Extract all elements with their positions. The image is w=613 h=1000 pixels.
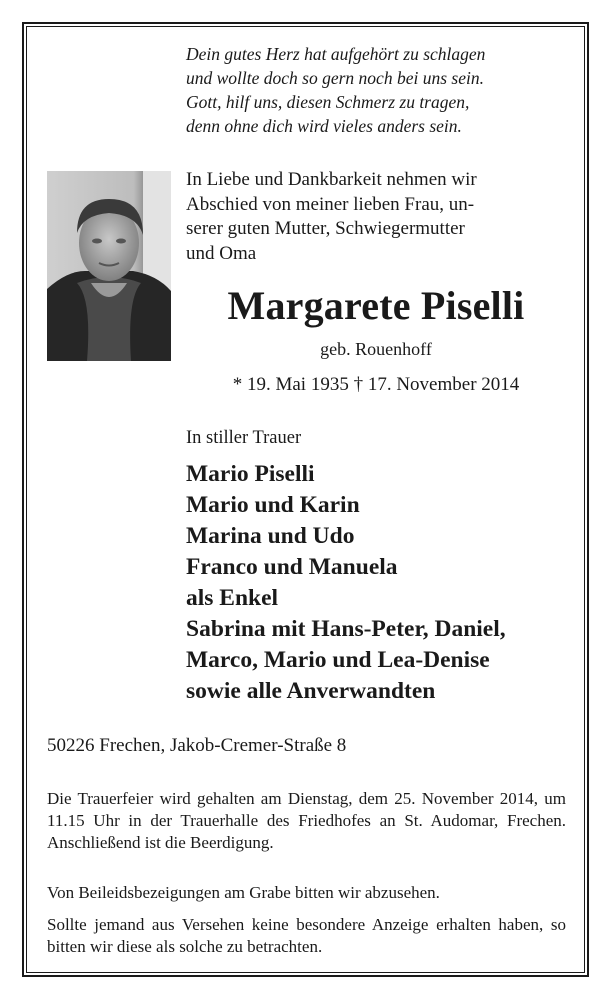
- mourner: sowie alle Anverwandten: [186, 678, 436, 704]
- mourner: als Enkel: [186, 585, 279, 611]
- intro-line: In Liebe und Dankbarkeit nehmen wir: [186, 169, 477, 190]
- mourner: Franco und Manuela: [186, 554, 398, 580]
- mourner: Sabrina mit Hans-Peter, Daniel,: [186, 616, 506, 642]
- address: 50226 Frechen, Jakob-Cremer-Straße 8: [47, 735, 347, 756]
- mourner: Marina und Udo: [186, 523, 355, 549]
- poem-line: und wollte doch so gern noch bei uns sein.: [186, 68, 484, 88]
- portrait-image: [47, 171, 171, 361]
- condolence-info: Von Beileidsbezeigungen am Grabe bitten wir abzusehen.: [47, 883, 440, 902]
- poem-line: denn ohne dich wird vieles anders sein.: [186, 116, 462, 136]
- intro-line: serer guten Mutter, Schwiegermutter: [186, 218, 465, 239]
- intro-text: [186, 168, 566, 266]
- intro-line: und Oma: [186, 242, 257, 264]
- deceased-name: Margarete Piselli: [227, 283, 525, 328]
- poem: [186, 42, 566, 138]
- maiden-name: geb. Rouenhoff: [320, 339, 432, 359]
- mourner: Mario und Karin: [186, 492, 360, 518]
- poem-line: Gott, hilf uns, diesen Schmerz zu tragen,: [186, 92, 470, 112]
- mourners-list: [186, 459, 581, 707]
- ceremony-info: Die Trauerfeier wird gehalten am Dienstag, dem 25. November 2014, um 11.15 Uhr in der Trauerhalle des Friedhofes an St. Audomar, Frechen. Anschließend ist die Beerdigung.: [47, 789, 566, 852]
- mourner: Marco, Mario und Lea-Denise: [186, 647, 490, 673]
- notice-info: Sollte jemand aus Versehen keine besondere Anzeige erhalten haben, so bitten wir diese als solche zu betrachten.: [47, 915, 566, 956]
- poem-line: Dein gutes Herz hat aufgehört zu schlagen: [186, 44, 486, 64]
- life-dates: * 19. Mai 1935 † 17. November 2014: [232, 374, 520, 395]
- portrait-photo: [47, 171, 171, 361]
- mourning-label: In stiller Trauer: [186, 428, 302, 448]
- intro-line: Abschied von meiner lieben Frau, un-: [186, 193, 475, 215]
- mourner: Mario Piselli: [186, 461, 315, 487]
